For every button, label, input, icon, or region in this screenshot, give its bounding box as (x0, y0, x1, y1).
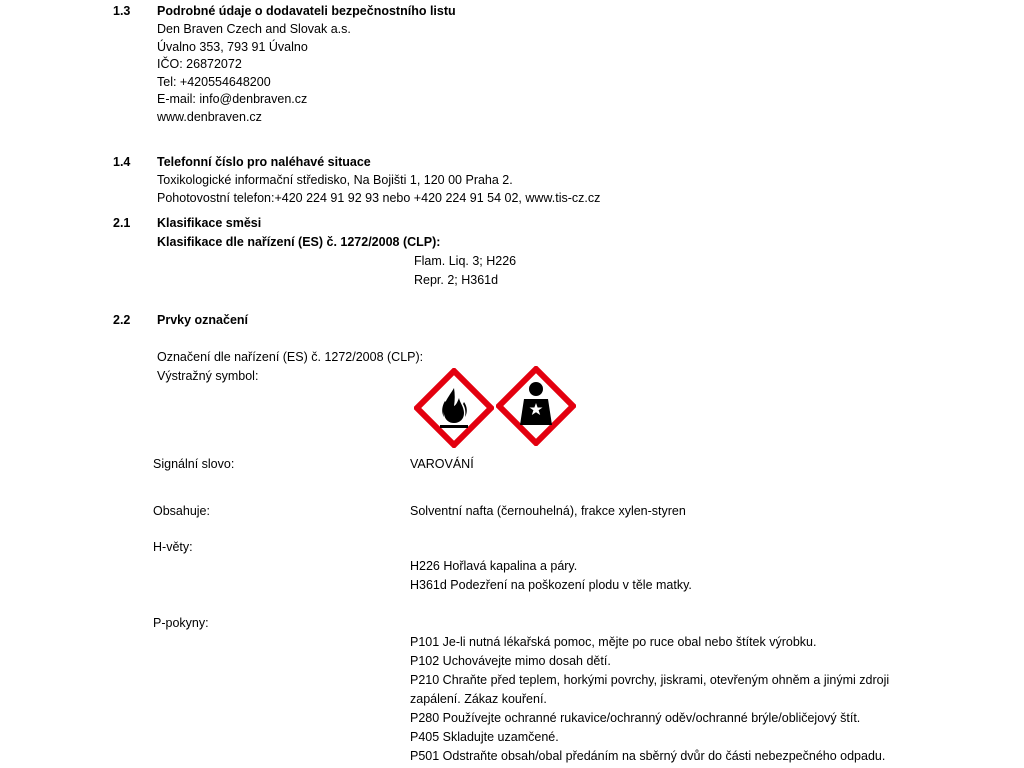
supplier-phone: Tel: +420554648200 (157, 75, 271, 89)
h-statement: H226 Hořlavá kapalina a páry. (410, 559, 578, 573)
health-hazard-icon (496, 366, 576, 446)
section-title: Prvky označení (157, 313, 249, 327)
p-statement: P102 Uchovávejte mimo dosah dětí. (410, 654, 611, 668)
emergency-centre: Toxikologické informační středisko, Na Bojišti 1, 120 00 Praha 2. (157, 173, 513, 187)
label-regulation: Označení dle nařízení (ES) č. 1272/2008 (CLP): (157, 350, 424, 364)
p-statements-label: P-pokyny: (153, 616, 209, 630)
h-statement: H361d Podezření na poškození plodu v těle matky. (410, 578, 692, 592)
section-title: Klasifikace směsi (157, 216, 262, 230)
classification-item: Flam. Liq. 3; H226 (414, 254, 517, 268)
signal-word-value: VAROVÁNÍ (410, 457, 474, 471)
section-number: 2.1 (113, 216, 131, 230)
h-statements-label: H-věty: (153, 540, 193, 554)
p-statement: zapálení. Zákaz kouření. (410, 692, 547, 706)
label-symbol: Výstražný symbol: (157, 369, 259, 383)
contains-label: Obsahuje: (153, 504, 210, 518)
classification-subtitle: Klasifikace dle nařízení (ES) č. 1272/2008 (CLP): (157, 235, 441, 249)
emergency-phone: Pohotovostní telefon:+420 224 91 92 93 nebo +420 224 91 54 02, www.tis-cz.cz (157, 191, 601, 205)
supplier-email: E-mail: info@denbraven.cz (157, 92, 308, 106)
p-statement: P280 Používejte ochranné rukavice/ochranný oděv/ochranné brýle/obličejový štít. (410, 711, 861, 725)
classification-item: Repr. 2; H361d (414, 273, 499, 287)
p-statement: P405 Skladujte uzamčené. (410, 730, 559, 744)
supplier-address: Úvalno 353, 793 91 Úvalno (157, 40, 308, 54)
section-number: 1.4 (113, 155, 131, 169)
supplier-name: Den Braven Czech and Slovak a.s. (157, 22, 351, 36)
section-number: 1.3 (113, 4, 131, 18)
section-title: Telefonní číslo pro naléhavé situace (157, 155, 371, 169)
p-statement: P501 Odstraňte obsah/obal předáním na sběrný dvůr do části nebezpečného odpadu. (410, 749, 886, 763)
signal-word-label: Signální slovo: (153, 457, 235, 471)
section-title: Podrobné údaje o dodavateli bezpečnostního listu (157, 4, 456, 18)
supplier-web: www.denbraven.cz (157, 110, 262, 124)
flame-icon (414, 368, 494, 448)
contains-value: Solventní nafta (černouhelná), frakce xylen-styren (410, 504, 686, 518)
p-statement: P210 Chraňte před teplem, horkými povrchy, jiskrami, otevřeným ohněm a jinými zdroji (410, 673, 890, 687)
p-statement: P101 Je-li nutná lékařská pomoc, mějte po ruce obal nebo štítek výrobku. (410, 635, 817, 649)
section-number: 2.2 (113, 313, 131, 327)
supplier-ico: IČO: 26872072 (157, 57, 242, 71)
